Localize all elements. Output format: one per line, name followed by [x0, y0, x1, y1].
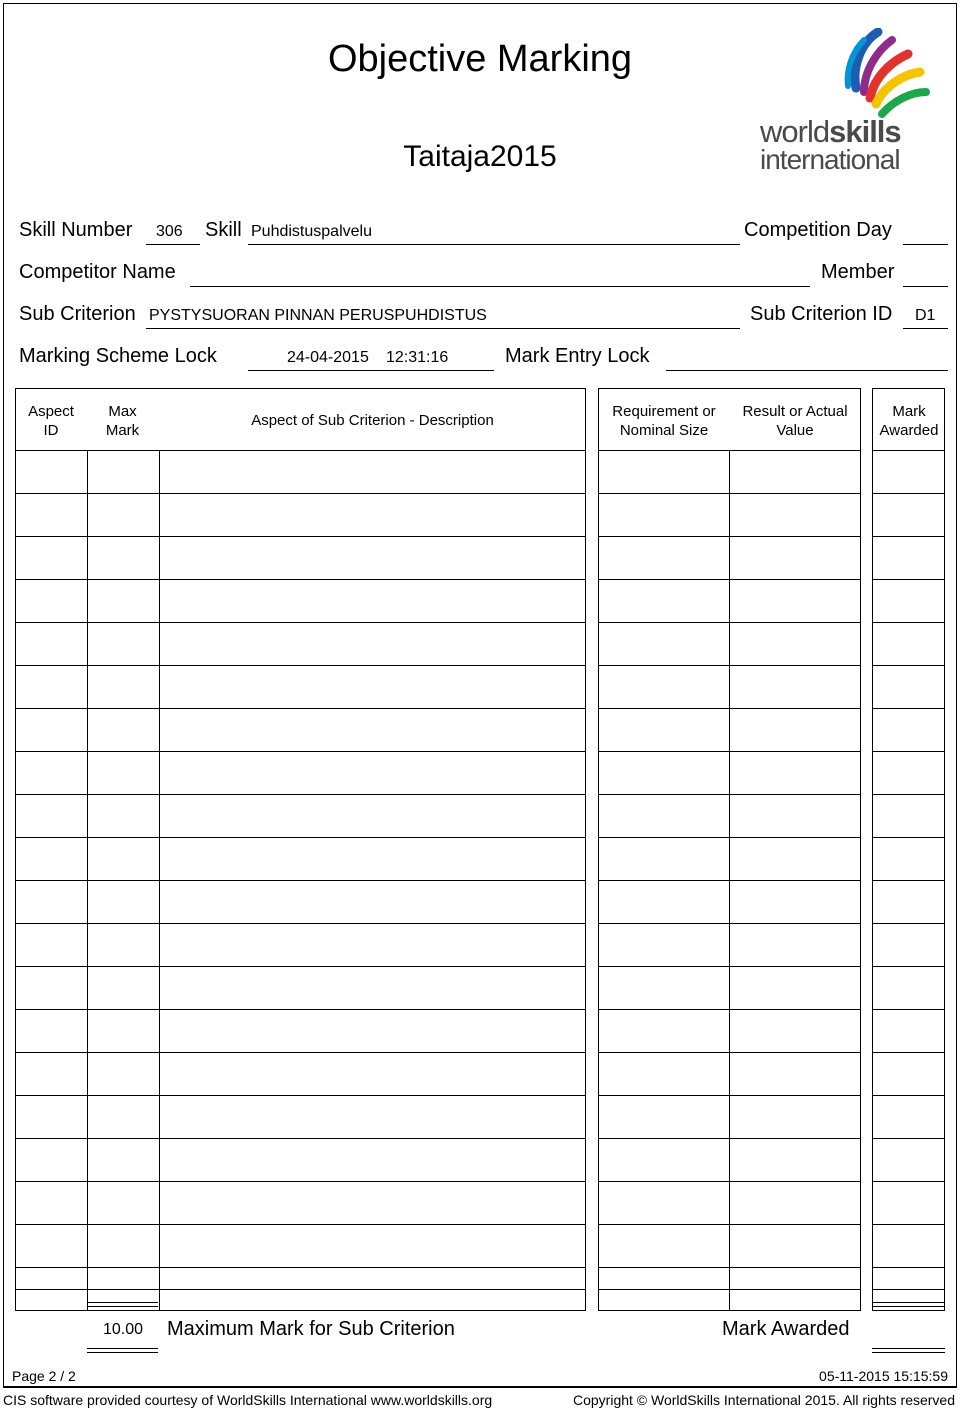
header-requirement — [599, 402, 729, 440]
cell-max-mark[interactable] — [87, 494, 159, 537]
cell-description[interactable] — [159, 494, 585, 537]
table-row — [16, 623, 586, 666]
table-row — [16, 580, 586, 623]
cell-result[interactable] — [729, 1010, 861, 1053]
table-row — [873, 580, 945, 623]
header-max-mark-line1: Max — [108, 403, 137, 420]
cell-mark-awarded[interactable] — [873, 451, 945, 494]
cell-result[interactable] — [729, 838, 861, 881]
marking-scheme-lock-date: 24-04-2015 — [287, 349, 369, 366]
courtesy-note: CIS software provided courtesy of WorldSkills International www.worldskills.org — [3, 1392, 493, 1408]
cell-result[interactable] — [729, 666, 861, 709]
cell-description[interactable] — [159, 451, 585, 494]
cell-mark-awarded[interactable] — [873, 1010, 945, 1053]
max-total-bottom-rule — [87, 1348, 158, 1353]
cell-description[interactable] — [159, 537, 585, 580]
cell-requirement[interactable] — [599, 1182, 730, 1225]
cell-mark-awarded[interactable] — [873, 666, 945, 709]
cell-max-mark[interactable] — [87, 1053, 159, 1096]
cell-requirement[interactable] — [599, 1096, 730, 1139]
cell-result[interactable] — [729, 494, 861, 537]
cell-result[interactable] — [729, 623, 861, 666]
awarded-total-top-rule — [872, 1302, 945, 1307]
table-row — [599, 881, 861, 924]
table-row — [873, 752, 945, 795]
cell-max-mark[interactable] — [87, 580, 159, 623]
table-row — [599, 1053, 861, 1096]
table-row — [16, 494, 586, 537]
sub-criterion-id-underline — [903, 328, 948, 329]
competitor-name-underline — [190, 286, 810, 287]
cell-result[interactable] — [729, 967, 861, 1010]
cell-max-mark[interactable] — [87, 967, 159, 1010]
cell-max-mark[interactable] — [87, 795, 159, 838]
cell-aspect-id[interactable] — [16, 881, 88, 924]
cell-mark-awarded[interactable] — [873, 580, 945, 623]
cell-mark-awarded[interactable] — [873, 752, 945, 795]
cell-description[interactable] — [159, 1225, 585, 1268]
cell-description[interactable] — [159, 623, 585, 666]
cell-description[interactable] — [159, 1182, 585, 1225]
logo-word-international: international — [760, 144, 900, 175]
cell-requirement[interactable] — [599, 795, 730, 838]
cell-aspect-id[interactable] — [16, 623, 88, 666]
cell-max-mark[interactable] — [87, 709, 159, 752]
table-row — [873, 924, 945, 967]
sub-criterion-id-value: D1 — [915, 307, 936, 324]
table-row — [16, 537, 586, 580]
cell-result[interactable] — [729, 537, 861, 580]
table-row — [16, 1053, 586, 1096]
max-total-label: Maximum Mark for Sub Criterion — [167, 1318, 455, 1340]
cell-description[interactable] — [159, 838, 585, 881]
cell-requirement[interactable] — [599, 709, 730, 752]
cell-mark-awarded[interactable] — [873, 924, 945, 967]
header-result — [730, 402, 860, 440]
sub-criterion-id-label: Sub Criterion ID — [750, 303, 893, 325]
table-row — [873, 537, 945, 580]
table-row — [16, 666, 586, 709]
cell-description[interactable] — [159, 924, 585, 967]
cell-max-mark[interactable] — [87, 1096, 159, 1139]
member-underline — [903, 286, 948, 287]
table-row — [873, 1182, 945, 1225]
cell-result[interactable] — [729, 795, 861, 838]
table-row — [599, 1010, 861, 1053]
header-aspect-id-line2: ID — [43, 422, 59, 439]
mark-entry-lock-label: Mark Entry Lock — [505, 345, 650, 367]
skill-label: Skill — [205, 219, 242, 241]
cell-mark-awarded[interactable] — [873, 1182, 945, 1225]
table-row — [599, 494, 861, 537]
table-row — [873, 1096, 945, 1139]
cell-result[interactable] — [729, 709, 861, 752]
cell-requirement[interactable] — [599, 537, 730, 580]
cell-result[interactable] — [729, 1139, 861, 1182]
cell-description[interactable] — [159, 795, 585, 838]
cell-aspect-id[interactable] — [16, 924, 88, 967]
table-row — [873, 967, 945, 1010]
table-row — [599, 752, 861, 795]
table-row — [16, 1010, 586, 1053]
max-total-value: 10.00 — [102, 1321, 143, 1338]
cell-max-mark[interactable] — [87, 666, 159, 709]
table-row — [599, 666, 861, 709]
cell-max-mark[interactable] — [87, 537, 159, 580]
cell-max-mark[interactable] — [87, 924, 159, 967]
cell-description[interactable] — [159, 1053, 585, 1096]
header-max-mark-line2: Mark — [105, 422, 140, 439]
cell-aspect-id[interactable] — [16, 494, 88, 537]
cell-mark-awarded[interactable] — [873, 881, 945, 924]
table-row — [873, 795, 945, 838]
table-row — [873, 881, 945, 924]
cell-max-mark[interactable] — [87, 881, 159, 924]
footer-rule — [3, 1387, 957, 1388]
cell-requirement[interactable] — [599, 924, 730, 967]
table-row — [16, 838, 586, 881]
table-row — [873, 838, 945, 881]
cell-requirement[interactable] — [599, 1268, 730, 1311]
cell-aspect-id[interactable] — [16, 1182, 88, 1225]
table-row — [873, 494, 945, 537]
header-mark-awarded-line2: Awarded — [879, 422, 939, 439]
skill-underline — [248, 244, 740, 245]
cell-requirement[interactable] — [599, 1010, 730, 1053]
cell-description[interactable] — [159, 580, 585, 623]
table-row — [599, 1268, 861, 1311]
cell-result[interactable] — [729, 1182, 861, 1225]
header-result-line1: Result or Actual — [742, 403, 848, 420]
table-row — [599, 1139, 861, 1182]
cell-requirement[interactable] — [599, 838, 730, 881]
table-row — [599, 924, 861, 967]
cell-max-mark[interactable] — [87, 1139, 159, 1182]
cell-requirement[interactable] — [599, 666, 730, 709]
table-row — [599, 1182, 861, 1225]
copyright-note: Copyright © WorldSkills International 2015. All rights reserved — [572, 1392, 955, 1408]
sub-criterion-value: PYSTYSUORAN PINNAN PERUSPUHDISTUS — [149, 307, 487, 324]
mark-awarded-total-label: Mark Awarded — [722, 1318, 850, 1340]
header-mark-awarded — [873, 402, 945, 440]
table-row — [16, 752, 586, 795]
cell-aspect-id[interactable] — [16, 967, 88, 1010]
table-row — [599, 1096, 861, 1139]
member-label: Member — [821, 261, 895, 283]
cell-description[interactable] — [159, 1010, 585, 1053]
header-requirement-line2: Nominal Size — [619, 422, 709, 439]
cell-aspect-id[interactable] — [16, 537, 88, 580]
sub-criterion-underline — [146, 328, 740, 329]
mark-entry-lock-underline — [666, 370, 948, 371]
table-row — [873, 1010, 945, 1053]
cell-result[interactable] — [729, 1268, 861, 1311]
logo-word-skills: skills — [829, 114, 901, 149]
sub-criterion-label: Sub Criterion — [19, 303, 136, 325]
cell-aspect-id[interactable] — [16, 1096, 88, 1139]
cell-result[interactable] — [729, 881, 861, 924]
table-row — [599, 451, 861, 494]
header-result-line2: Value — [776, 422, 814, 439]
table-row — [16, 795, 586, 838]
table-row — [599, 623, 861, 666]
table-row — [873, 666, 945, 709]
cell-max-mark[interactable] — [87, 838, 159, 881]
cell-aspect-id[interactable] — [16, 1268, 88, 1311]
header-description: Aspect of Sub Criterion - Description — [251, 412, 494, 429]
table-row — [873, 623, 945, 666]
table-row — [599, 967, 861, 1010]
table-row — [16, 1096, 586, 1139]
table-row — [873, 1053, 945, 1096]
header-requirement-line1: Requirement or — [612, 403, 716, 420]
cell-max-mark[interactable] — [87, 1225, 159, 1268]
skill-number-label: Skill Number — [19, 219, 133, 241]
table-row — [16, 1139, 586, 1182]
competitor-name-label: Competitor Name — [19, 261, 176, 283]
cell-mark-awarded[interactable] — [873, 537, 945, 580]
cell-mark-awarded[interactable] — [873, 1225, 945, 1268]
table-row — [16, 881, 586, 924]
header-max-mark — [87, 402, 158, 440]
cell-requirement[interactable] — [599, 580, 730, 623]
cell-aspect-id[interactable] — [16, 666, 88, 709]
max-total-top-rule — [87, 1302, 158, 1307]
page-title: Objective Marking — [327, 38, 633, 80]
competition-day-label: Competition Day — [744, 219, 892, 241]
table-row — [16, 967, 586, 1010]
cell-aspect-id[interactable] — [16, 451, 88, 494]
cell-requirement[interactable] — [599, 881, 730, 924]
cell-description[interactable] — [159, 666, 585, 709]
cell-aspect-id[interactable] — [16, 752, 88, 795]
logo-word-world: world — [760, 114, 830, 149]
cell-aspect-id[interactable] — [16, 838, 88, 881]
cell-mark-awarded[interactable] — [873, 838, 945, 881]
cell-aspect-id[interactable] — [16, 1225, 88, 1268]
table-row — [16, 924, 586, 967]
cell-result[interactable] — [729, 451, 861, 494]
cell-max-mark[interactable] — [87, 1010, 159, 1053]
skill-number-value: 306 — [156, 223, 183, 240]
table-row — [16, 1225, 586, 1268]
cell-result[interactable] — [729, 752, 861, 795]
cell-mark-awarded[interactable] — [873, 494, 945, 537]
cell-result[interactable] — [729, 924, 861, 967]
cell-mark-awarded[interactable] — [873, 709, 945, 752]
table-row — [599, 537, 861, 580]
cell-description[interactable] — [159, 881, 585, 924]
print-timestamp: 05-11-2015 15:15:59 — [819, 1368, 948, 1384]
cell-result[interactable] — [729, 1096, 861, 1139]
header-aspect-id-line1: Aspect — [28, 403, 74, 420]
cell-mark-awarded[interactable] — [873, 967, 945, 1010]
cell-result[interactable] — [729, 1053, 861, 1096]
marking-scheme-lock-label: Marking Scheme Lock — [19, 345, 217, 367]
cell-requirement[interactable] — [599, 1139, 730, 1182]
table-row — [873, 1225, 945, 1268]
cell-max-mark[interactable] — [87, 623, 159, 666]
cell-max-mark[interactable] — [87, 451, 159, 494]
cell-aspect-id[interactable] — [16, 795, 88, 838]
table-row — [599, 838, 861, 881]
cell-requirement[interactable] — [599, 1053, 730, 1096]
cell-aspect-id[interactable] — [16, 1010, 88, 1053]
cell-description[interactable] — [159, 1268, 585, 1311]
table-row — [873, 451, 945, 494]
cell-aspect-id[interactable] — [16, 580, 88, 623]
table-row — [16, 709, 586, 752]
marking-scheme-lock-underline — [248, 370, 494, 371]
cell-mark-awarded[interactable] — [873, 1139, 945, 1182]
cell-description[interactable] — [159, 709, 585, 752]
skill-number-underline — [146, 244, 200, 245]
cell-mark-awarded[interactable] — [873, 1053, 945, 1096]
table-row — [599, 709, 861, 752]
cell-aspect-id[interactable] — [16, 1139, 88, 1182]
cell-requirement[interactable] — [599, 494, 730, 537]
cell-requirement[interactable] — [599, 967, 730, 1010]
header-mark-awarded-line1: Mark — [892, 403, 926, 420]
grid-middle — [598, 450, 861, 1311]
cell-mark-awarded[interactable] — [873, 1096, 945, 1139]
table-row — [16, 1182, 586, 1225]
table-row — [16, 451, 586, 494]
worldskills-brushstroke-icon — [760, 28, 930, 128]
cell-requirement[interactable] — [599, 752, 730, 795]
cell-max-mark[interactable] — [87, 1182, 159, 1225]
cell-mark-awarded[interactable] — [873, 623, 945, 666]
table-row — [599, 1225, 861, 1268]
grid-right — [872, 450, 945, 1311]
cell-result[interactable] — [729, 580, 861, 623]
skill-value: Puhdistuspalvelu — [251, 223, 372, 240]
cell-requirement[interactable] — [599, 623, 730, 666]
table-row — [873, 709, 945, 752]
page-number: Page 2 / 2 — [12, 1368, 76, 1384]
cell-requirement[interactable] — [599, 1225, 730, 1268]
cell-requirement[interactable] — [599, 451, 730, 494]
competition-day-underline — [903, 244, 948, 245]
marking-scheme-lock-time: 12:31:16 — [386, 349, 449, 366]
table-row — [873, 1139, 945, 1182]
cell-description[interactable] — [159, 1139, 585, 1182]
logo-wordmark — [760, 116, 901, 147]
awarded-total-bottom-rule — [872, 1348, 945, 1353]
grid-left — [15, 450, 586, 1311]
cell-aspect-id[interactable] — [16, 709, 88, 752]
table-row — [599, 580, 861, 623]
cell-mark-awarded[interactable] — [873, 795, 945, 838]
cell-description[interactable] — [159, 1096, 585, 1139]
worldskills-logo — [760, 28, 930, 178]
cell-aspect-id[interactable] — [16, 1053, 88, 1096]
event-name: Taitaja2015 — [403, 140, 557, 173]
header-aspect-id — [16, 402, 86, 440]
cell-description[interactable] — [159, 752, 585, 795]
cell-max-mark[interactable] — [87, 752, 159, 795]
cell-description[interactable] — [159, 967, 585, 1010]
table-row — [599, 795, 861, 838]
cell-result[interactable] — [729, 1225, 861, 1268]
